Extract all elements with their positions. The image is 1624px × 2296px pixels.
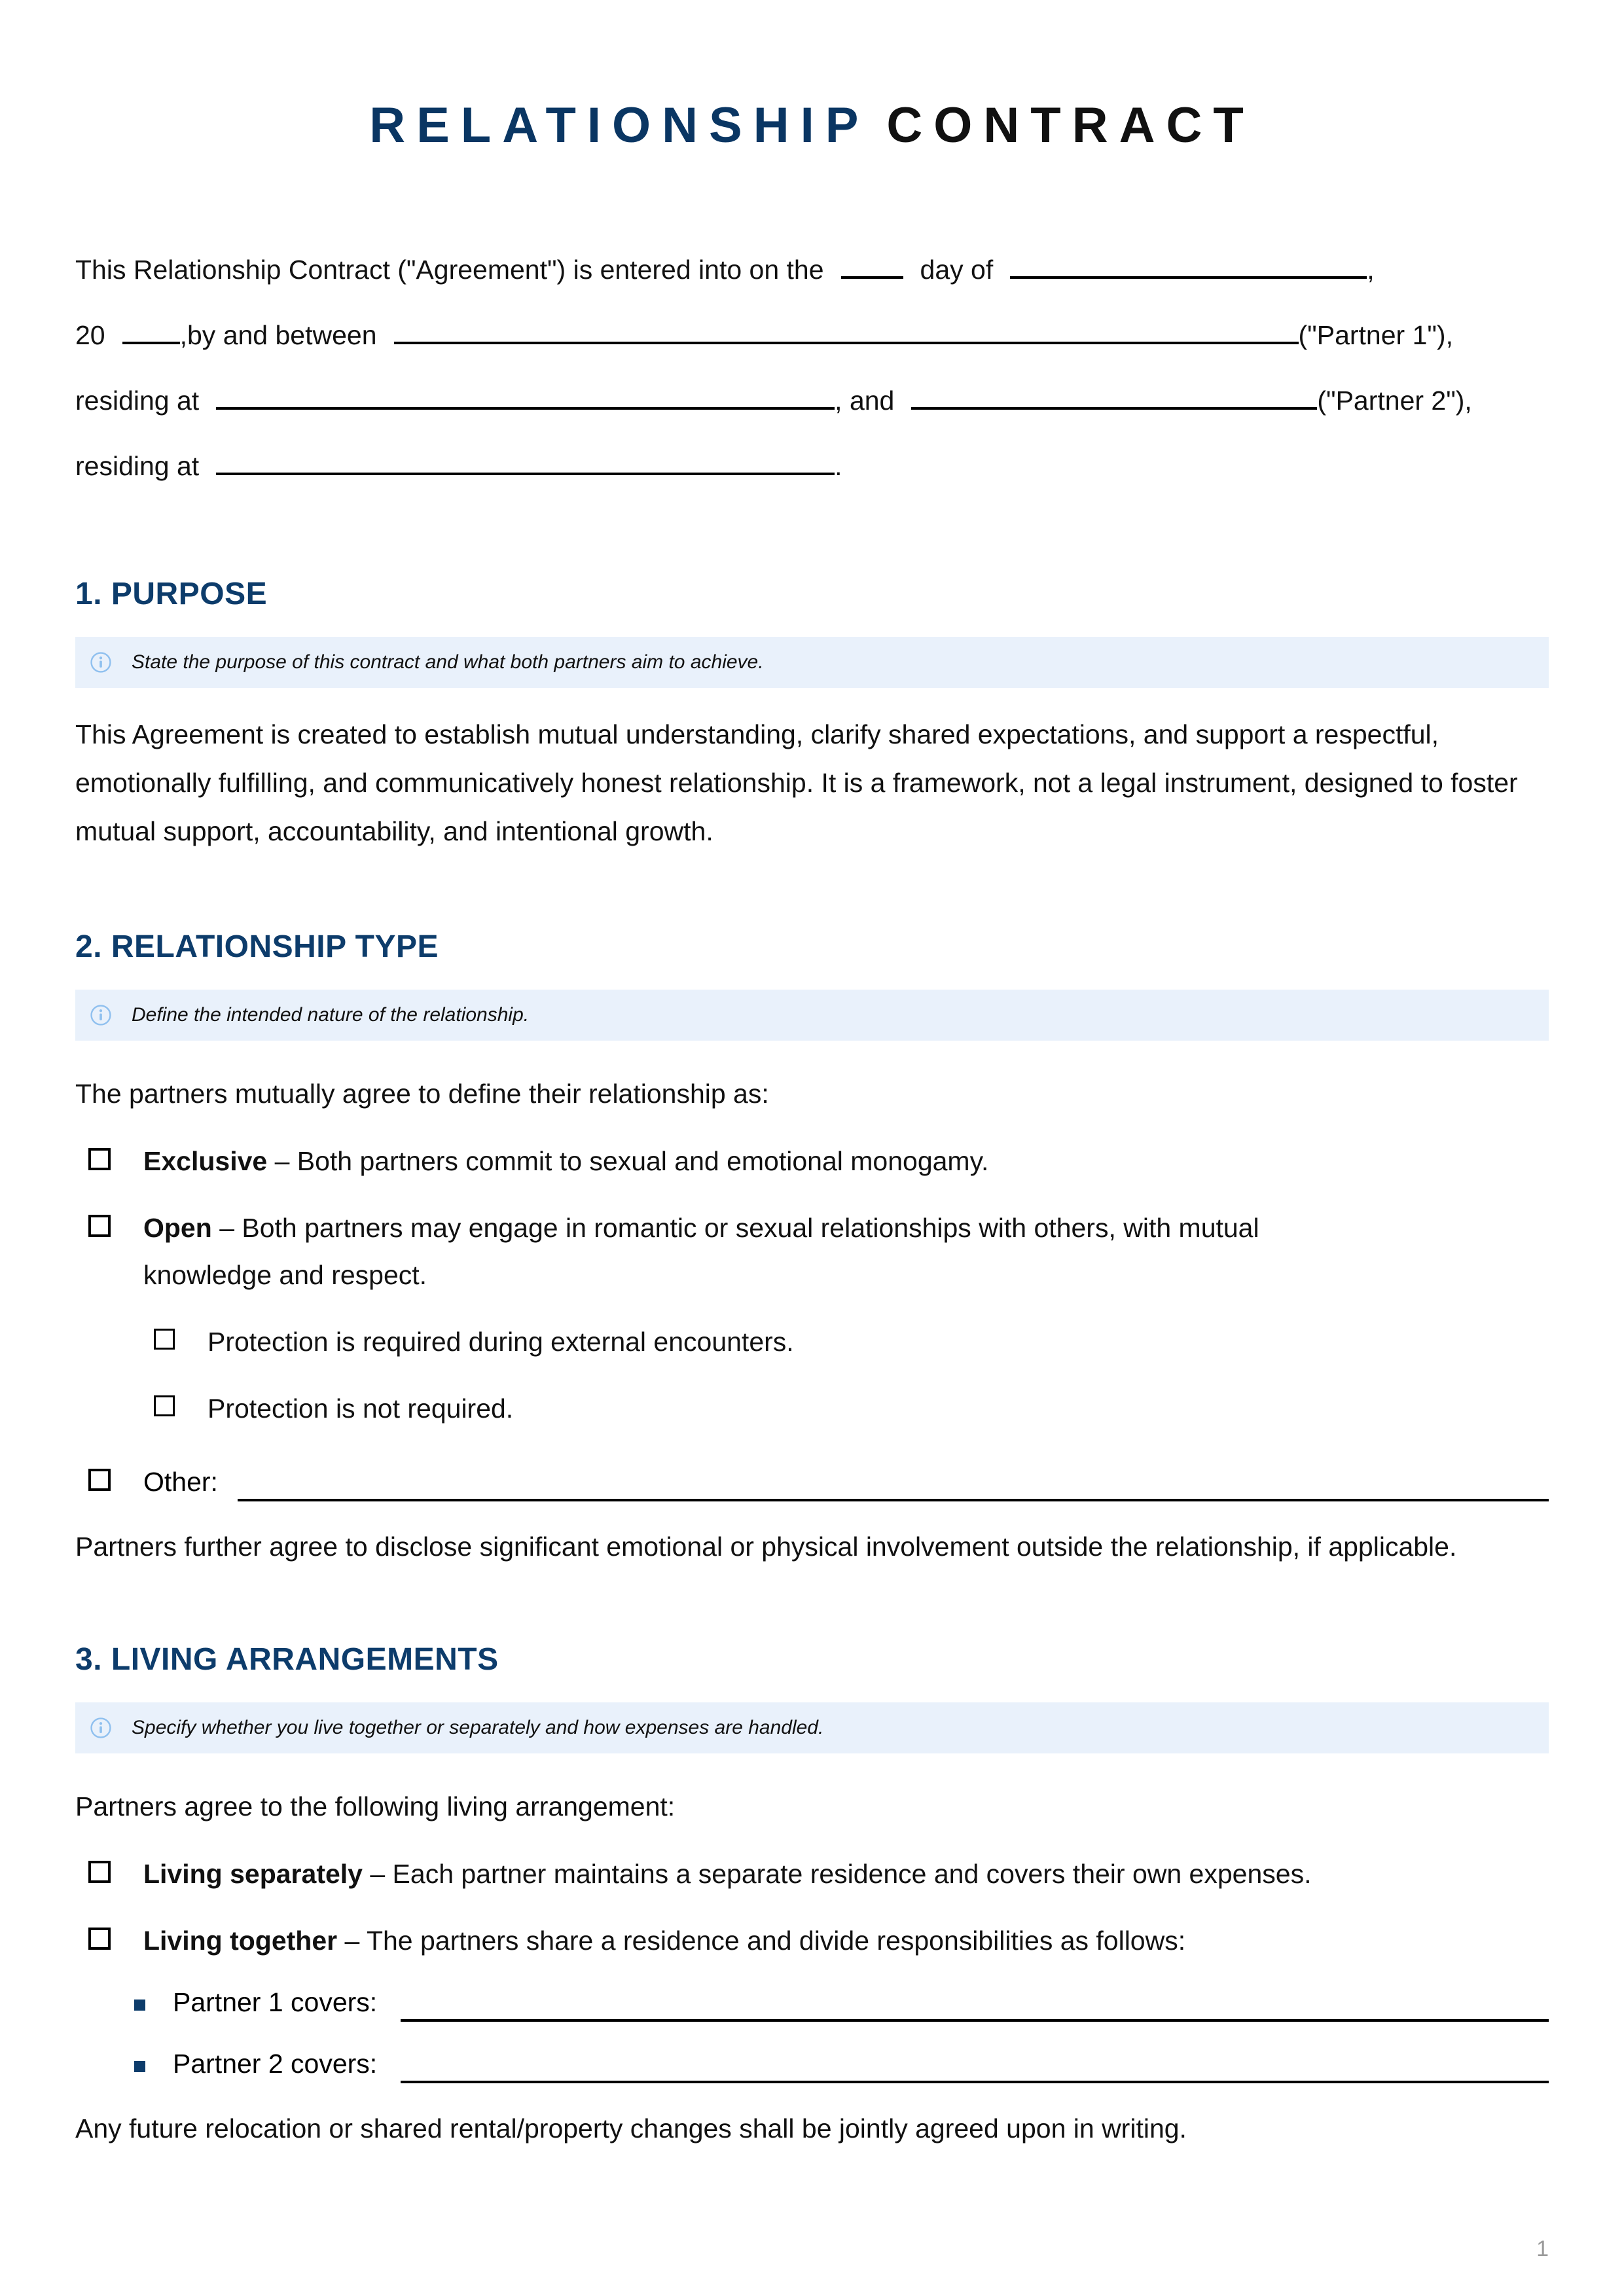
intro-line4-text-b: . — [835, 450, 842, 481]
option-exclusive-rest: – Both partners commit to sexual and emotional monogamy. — [267, 1145, 989, 1176]
intro-block — [75, 237, 1549, 499]
option-open-bold: Open — [143, 1212, 212, 1243]
option-living-together[interactable] — [75, 1917, 1549, 1964]
info-icon — [90, 1717, 112, 1739]
checkbox-living-together[interactable] — [88, 1928, 111, 1950]
callout-relationship-type-text: Define the intended nature of the relationship. — [132, 1003, 530, 1026]
callout-purpose — [75, 637, 1549, 688]
option-exclusive[interactable] — [75, 1138, 1549, 1185]
option-other[interactable] — [75, 1458, 1549, 1505]
option-living-separately-label — [143, 1850, 1311, 1897]
page-title — [75, 0, 1549, 153]
intro-line1-text-c: , — [1367, 254, 1375, 285]
bullet-partner2-label: Partner 2 covers: — [173, 2048, 378, 2079]
callout-relationship-type — [75, 990, 1549, 1041]
callout-living-arrangements-text: Specify whether you live together or separately and how expenses are handled. — [132, 1716, 824, 1738]
day-blank[interactable] — [841, 249, 903, 279]
section-heading-relationship-type: 2. RELATIONSHIP TYPE — [75, 929, 439, 964]
option-living-separately-rest: – Each partner maintains a separate residence and covers their own expenses. — [362, 1858, 1312, 1889]
partner2-covers-input-line[interactable] — [401, 2040, 1549, 2083]
month-blank[interactable] — [1010, 249, 1367, 279]
option-protection-not-required[interactable] — [75, 1385, 1549, 1432]
checkbox-living-separately[interactable] — [88, 1861, 111, 1883]
checkbox-exclusive[interactable] — [88, 1148, 111, 1170]
partner2-address-blank[interactable] — [216, 445, 835, 475]
option-protection-required-label: Protection is required during external encounters. — [208, 1326, 794, 1357]
page-number: 1 — [1536, 2236, 1549, 2261]
option-living-separately[interactable] — [75, 1850, 1549, 1897]
info-icon — [90, 651, 112, 673]
option-protection-not-required-label: Protection is not required. — [208, 1393, 514, 1424]
intro-line-2 — [75, 302, 1549, 368]
living-arrangements-closing: Any future relocation or shared rental/property changes shall be jointly agreed upon in writing. — [75, 2113, 1187, 2144]
checkbox-protection-required[interactable] — [154, 1329, 175, 1350]
option-living-together-label — [143, 1917, 1185, 1964]
option-living-separately-bold: Living separately — [143, 1858, 363, 1889]
option-other-label: Other: — [143, 1466, 218, 1497]
year-blank[interactable] — [122, 314, 180, 344]
callout-living-arrangements — [75, 1702, 1549, 1753]
purpose-body: This Agreement is created to establish mutual understanding, clarify shared expectations, and support a respectful, emotionally fulfilling, and communicatively honest relationship. It is a framework, not a legal instrument, designed to foster mutual support, accountability, and intentional growth. — [75, 719, 1518, 846]
bullet-partner1-label: Partner 1 covers: — [173, 1986, 378, 2017]
option-open[interactable] — [75, 1204, 1549, 1299]
intro-line-3 — [75, 368, 1549, 433]
callout-purpose-text: State the purpose of this contract and what both partners aim to achieve. — [132, 651, 764, 673]
option-other-input-line[interactable] — [238, 1458, 1549, 1501]
square-bullet-icon — [134, 2061, 145, 2072]
intro-line1-text-b: day of — [920, 254, 994, 285]
intro-line3-text-b: , and — [835, 385, 895, 416]
option-exclusive-bold: Exclusive — [143, 1145, 268, 1176]
partner2-name-blank[interactable] — [911, 380, 1317, 410]
option-exclusive-label — [143, 1138, 988, 1185]
partner1-name-blank[interactable] — [394, 314, 1299, 344]
title-primary: RELATIONSHIP — [369, 98, 870, 153]
title-secondary: CONTRACT — [886, 98, 1255, 153]
relationship-type-closing: Partners further agree to disclose significant emotional or physical involvement outside the relationship, if applicable. — [75, 1531, 1457, 1562]
section-heading-purpose: 1. PURPOSE — [75, 576, 268, 611]
partner1-covers-input-line[interactable] — [401, 1979, 1549, 2022]
section-heading-living-arrangements: 3. LIVING ARRANGEMENTS — [75, 1641, 499, 1677]
checkbox-other[interactable] — [88, 1469, 111, 1491]
intro-line2-text-b: ,by and between — [179, 319, 377, 350]
intro-line1-text-a: This Relationship Contract ("Agreement") is entered into on the — [75, 254, 824, 285]
option-living-together-bold: Living together — [143, 1925, 338, 1956]
intro-line2-text-c: ("Partner 1"), — [1298, 319, 1453, 350]
option-open-label — [143, 1204, 1269, 1299]
bullet-partner1-covers — [75, 1979, 1549, 2026]
intro-line3-text-c: ("Partner 2"), — [1317, 385, 1472, 416]
info-icon — [90, 1004, 112, 1026]
option-protection-required[interactable] — [75, 1318, 1549, 1365]
intro-line2-text-a: 20 — [75, 319, 105, 350]
bullet-partner2-covers — [75, 2040, 1549, 2087]
relationship-type-lead-in: The partners mutually agree to define their relationship as: — [75, 1078, 769, 1109]
checkbox-protection-not-required[interactable] — [154, 1395, 175, 1416]
intro-line-1 — [75, 237, 1549, 302]
checkbox-open[interactable] — [88, 1215, 111, 1237]
option-open-rest: – Both partners may engage in romantic or sexual relationships with others, with mutual knowledge and respect. — [143, 1212, 1259, 1290]
partner1-address-blank[interactable] — [216, 380, 835, 410]
square-bullet-icon — [134, 2000, 145, 2011]
intro-line4-text-a: residing at — [75, 450, 200, 481]
intro-line3-text-a: residing at — [75, 385, 200, 416]
intro-line-4 — [75, 433, 1549, 499]
living-arrangements-lead-in: Partners agree to the following living arrangement: — [75, 1791, 676, 1821]
option-living-together-rest: – The partners share a residence and divide responsibilities as follows: — [337, 1925, 1186, 1956]
